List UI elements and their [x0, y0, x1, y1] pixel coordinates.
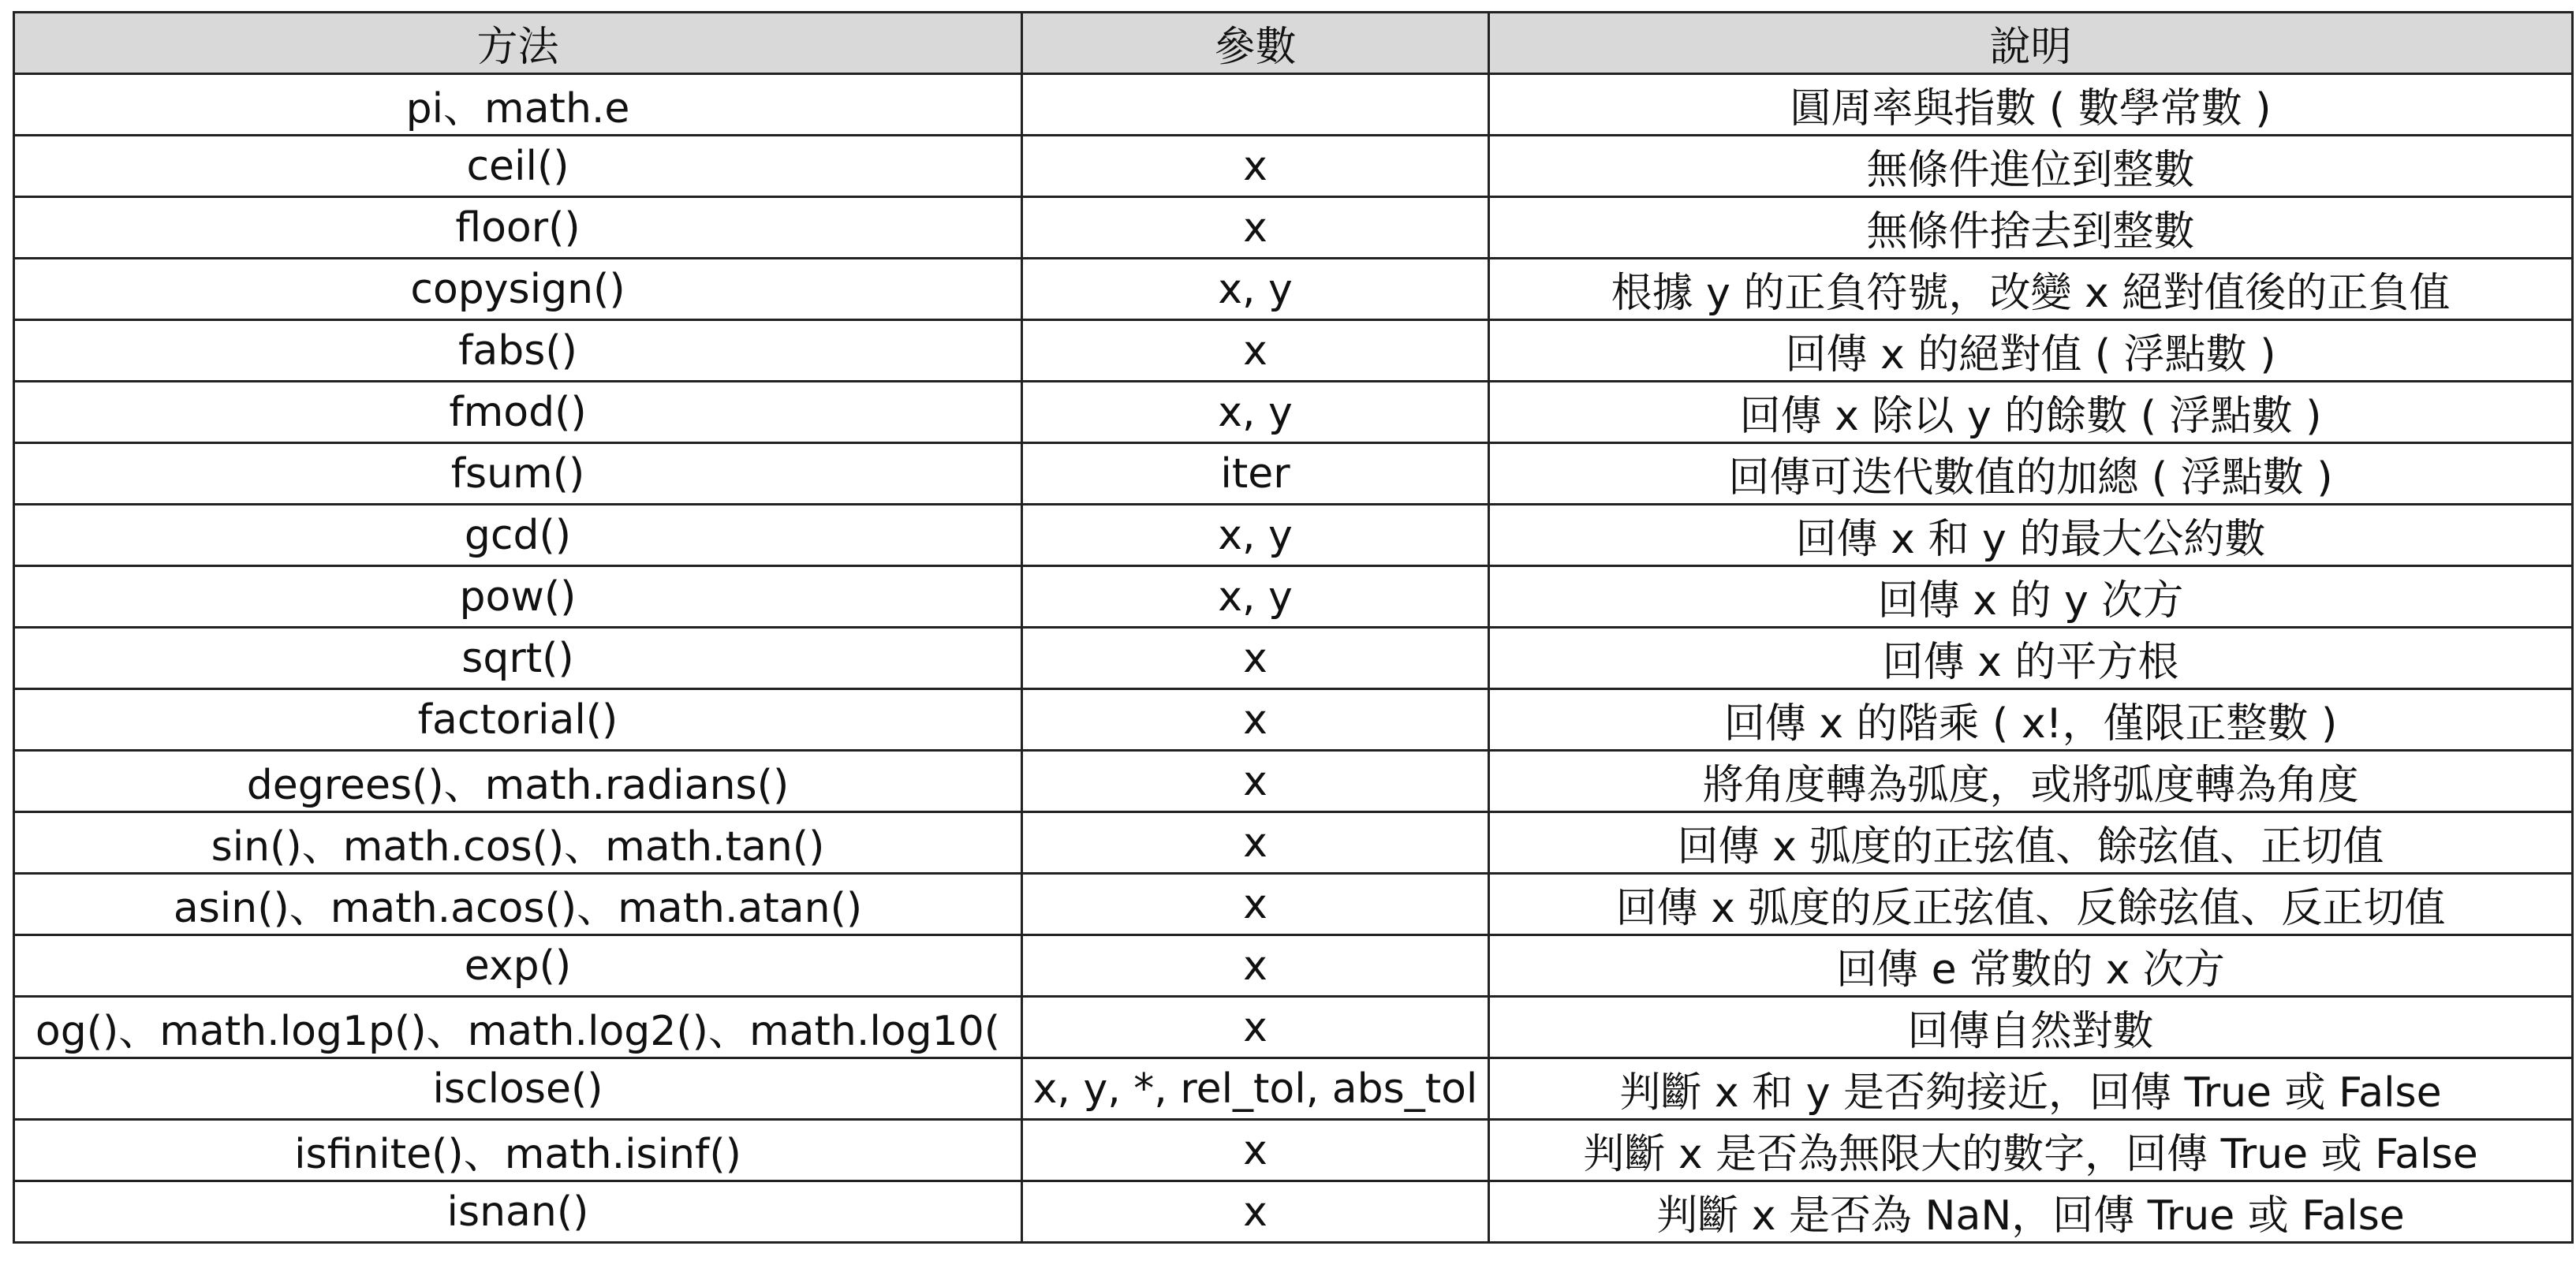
description-cell	[1489, 1120, 2573, 1181]
method-cell-text: floor()	[455, 203, 581, 252]
description-cell-text: 無條件捨去到整數	[1866, 208, 2195, 256]
params-cell-text: x, y	[1218, 573, 1293, 621]
method-cell	[14, 74, 1022, 136]
params-cell-text: x, y	[1218, 388, 1293, 436]
method-cell-text: og()、math.log1p()、math.log2()、math.log10(	[35, 1008, 1001, 1055]
params-cell-text: x	[1243, 880, 1267, 928]
method-cell	[14, 628, 1022, 689]
table-row	[14, 443, 2573, 505]
params-cell	[1022, 74, 1489, 136]
params-cell-text: x	[1243, 757, 1267, 805]
description-cell	[1489, 197, 2573, 259]
table-row	[14, 935, 2573, 997]
method-cell-text: ceil()	[466, 142, 569, 190]
method-cell-text: sin()、math.cos()、math.tan()	[211, 823, 825, 871]
method-cell	[14, 874, 1022, 935]
params-cell	[1022, 997, 1489, 1058]
method-cell	[14, 935, 1022, 997]
description-cell	[1489, 997, 2573, 1058]
params-cell-text: x	[1243, 326, 1267, 375]
params-cell	[1022, 751, 1489, 812]
method-cell-text: isclose()	[432, 1065, 603, 1113]
method-cell-text: isnan()	[446, 1188, 589, 1236]
header-method: 方法	[14, 13, 1022, 74]
params-cell	[1022, 136, 1489, 197]
table-row	[14, 689, 2573, 751]
description-cell-text: 回傳自然對數	[1907, 1008, 2154, 1055]
description-cell	[1489, 935, 2573, 997]
table-row	[14, 1058, 2573, 1120]
table-row	[14, 505, 2573, 566]
description-cell-text: 回傳 x 除以 y 的餘數 ( 浮點數 )	[1739, 393, 2322, 440]
method-cell-text: exp()	[464, 942, 572, 990]
table-row	[14, 136, 2573, 197]
description-cell	[1489, 382, 2573, 443]
method-cell-text: asin()、math.acos()、math.atan()	[173, 885, 863, 932]
params-cell-text: x	[1243, 819, 1267, 867]
params-cell	[1022, 1181, 1489, 1243]
method-cell	[14, 382, 1022, 443]
math-methods-table	[13, 11, 2574, 1244]
description-cell-text: 判斷 x 是否為無限大的數字，回傳 True 或 False	[1583, 1131, 2478, 1178]
params-cell	[1022, 628, 1489, 689]
table-row	[14, 320, 2573, 382]
table-row	[14, 628, 2573, 689]
params-cell	[1022, 566, 1489, 628]
description-cell-text: 判斷 x 是否為 NaN，回傳 True 或 False	[1656, 1192, 2405, 1240]
method-cell	[14, 566, 1022, 628]
table-row	[14, 751, 2573, 812]
params-cell	[1022, 1120, 1489, 1181]
description-cell	[1489, 874, 2573, 935]
table-row	[14, 74, 2573, 136]
table-row	[14, 1181, 2573, 1243]
description-cell-text: 無條件進位到整數	[1866, 147, 2195, 194]
method-cell-text: copysign()	[410, 265, 625, 313]
table-header	[14, 13, 2573, 74]
params-cell-text: x	[1243, 696, 1267, 744]
description-cell-text: 判斷 x 和 y 是否夠接近，回傳 True 或 False	[1619, 1069, 2442, 1117]
header-description: 說明	[1489, 13, 2573, 74]
description-cell	[1489, 259, 2573, 320]
params-cell	[1022, 689, 1489, 751]
description-cell-text: 回傳 x 的絕對值 ( 浮點數 )	[1785, 331, 2276, 379]
params-cell	[1022, 197, 1489, 259]
description-cell-text: 回傳可迭代數值的加總 ( 浮點數 )	[1728, 454, 2333, 502]
method-cell-text: degrees()、math.radians()	[246, 762, 790, 809]
method-cell-text: fmod()	[449, 388, 587, 436]
description-cell-text: 回傳 x 和 y 的最大公約數	[1795, 516, 2266, 563]
method-cell-text: pi、math.e	[405, 85, 630, 132]
description-cell-text: 回傳 x 弧度的正弦值、餘弦值、正切值	[1677, 823, 2384, 871]
table-row	[14, 259, 2573, 320]
description-cell	[1489, 751, 2573, 812]
params-cell	[1022, 382, 1489, 443]
description-cell	[1489, 74, 2573, 136]
method-cell	[14, 1181, 1022, 1243]
description-cell-text: 回傳 x 的階乘 ( x!，僅限正整數 )	[1723, 700, 2338, 748]
method-cell-text: sqrt()	[461, 634, 574, 682]
method-cell	[14, 136, 1022, 197]
params-cell-text: x, y, *, rel_tol, abs_tol	[1032, 1065, 1478, 1113]
description-cell	[1489, 443, 2573, 505]
params-cell-text: x	[1243, 1188, 1267, 1236]
method-cell	[14, 751, 1022, 812]
params-cell-text: x, y	[1218, 511, 1293, 559]
method-cell	[14, 320, 1022, 382]
method-cell-text: factorial()	[417, 696, 618, 744]
description-cell	[1489, 1058, 2573, 1120]
method-cell	[14, 997, 1022, 1058]
params-cell	[1022, 1058, 1489, 1120]
method-cell-text: fsum()	[450, 450, 585, 498]
params-cell	[1022, 812, 1489, 874]
table-row	[14, 197, 2573, 259]
table-row	[14, 1120, 2573, 1181]
params-cell	[1022, 874, 1489, 935]
description-cell	[1489, 505, 2573, 566]
params-cell	[1022, 320, 1489, 382]
params-cell-text: x	[1243, 942, 1267, 990]
description-cell	[1489, 1181, 2573, 1243]
description-cell-text: 圓周率與指數 ( 數學常數 )	[1790, 85, 2272, 132]
method-cell-text: pow()	[459, 573, 577, 621]
method-cell-text: isfinite()、math.isinf()	[294, 1131, 741, 1178]
table-row	[14, 812, 2573, 874]
table-row	[14, 382, 2573, 443]
table-row	[14, 566, 2573, 628]
description-cell-text: 回傳 x 的 y 次方	[1877, 577, 2184, 625]
description-cell-text: 將角度轉為弧度，或將弧度轉為角度	[1702, 762, 2359, 809]
params-cell	[1022, 935, 1489, 997]
description-cell-text: 根據 y 的正負符號，改變 x 絕對值後的正負值	[1611, 270, 2451, 317]
params-cell-text: x	[1243, 142, 1267, 190]
table-body	[14, 74, 2573, 1243]
params-cell-text: x	[1243, 1003, 1267, 1051]
method-cell-text: fabs()	[458, 326, 577, 375]
description-cell	[1489, 320, 2573, 382]
table-row	[14, 997, 2573, 1058]
params-cell-text: x	[1243, 634, 1267, 682]
description-cell	[1489, 566, 2573, 628]
table-row	[14, 874, 2573, 935]
description-cell	[1489, 689, 2573, 751]
description-cell	[1489, 812, 2573, 874]
method-cell	[14, 689, 1022, 751]
description-cell-text: 回傳 x 弧度的反正弦值、反餘弦值、反正切值	[1615, 885, 2446, 932]
params-cell	[1022, 443, 1489, 505]
description-cell	[1489, 628, 2573, 689]
method-cell-text: gcd()	[464, 511, 572, 559]
method-cell	[14, 1058, 1022, 1120]
method-cell	[14, 1120, 1022, 1181]
params-cell	[1022, 259, 1489, 320]
method-cell	[14, 259, 1022, 320]
params-cell-text: x, y	[1218, 265, 1293, 313]
params-cell	[1022, 505, 1489, 566]
header-params: 參數	[1022, 13, 1489, 74]
method-cell	[14, 505, 1022, 566]
method-cell	[14, 443, 1022, 505]
description-cell-text: 回傳 x 的平方根	[1882, 639, 2179, 686]
description-cell	[1489, 136, 2573, 197]
method-cell	[14, 197, 1022, 259]
params-cell-text: x	[1243, 203, 1267, 252]
description-cell-text: 回傳 e 常數的 x 次方	[1836, 946, 2225, 994]
header-row	[14, 13, 2573, 74]
params-cell-text: iter	[1220, 450, 1290, 498]
params-cell-text: x	[1243, 1126, 1267, 1174]
method-cell	[14, 812, 1022, 874]
